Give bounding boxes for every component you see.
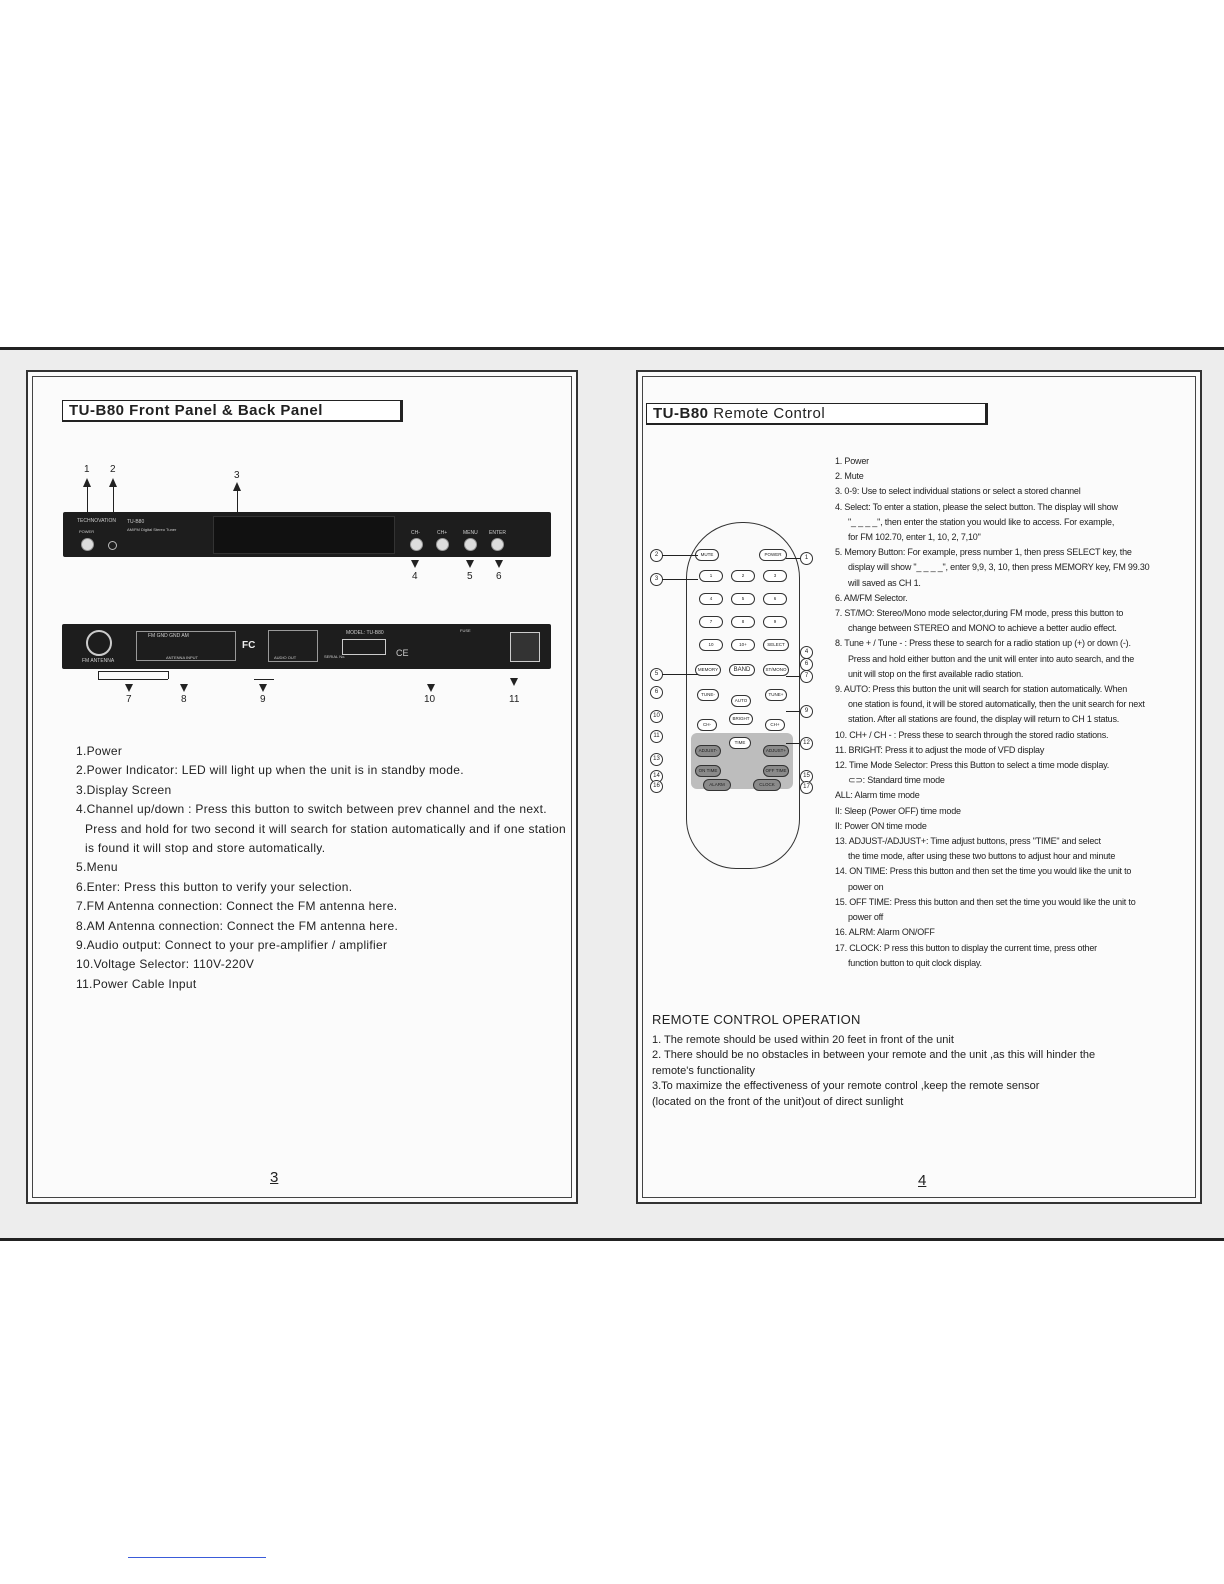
list-item: station. After all stations are found, the display will return to CH 1 status.: [848, 714, 1120, 725]
arrow-down-icon: [259, 684, 267, 692]
remote-memory-button: MEMORY: [695, 664, 721, 676]
callout-4: 4: [800, 646, 813, 659]
list-item: 9.Audio output: Connect to your pre-amplifier / amplifier: [76, 938, 388, 953]
fuse-label: FUSE: [460, 628, 471, 633]
callout-11: 11: [650, 730, 663, 743]
remote-adjust-minus-button: ADJUST-: [695, 745, 721, 757]
list-item: 10. CH+ / CH - : Press these to search through the stored radio stations.: [835, 729, 1109, 740]
remote-tune-plus-button: TUNE+: [765, 689, 787, 701]
list-item: one station is found, it will be stored automatically, then the unit search for next: [848, 699, 1145, 710]
power-inlet-icon: [510, 632, 540, 662]
callout-13: 13: [650, 753, 663, 766]
ce-mark: CE: [396, 648, 409, 658]
callout-1: 1: [84, 464, 90, 475]
ch-up-knob-icon: [436, 538, 449, 551]
remote-1-button: 1: [699, 570, 723, 582]
list-item: 6. AM/FM Selector.: [835, 592, 908, 603]
page-number: 4: [918, 1172, 927, 1189]
callout-4: 4: [412, 571, 418, 582]
page-number: 3: [270, 1169, 279, 1186]
list-item: the time mode, after using these two buttons to adjust hour and minute: [848, 851, 1116, 862]
callout-2: 2: [110, 464, 116, 475]
remote-adjust-plus-button: ADJUST+: [763, 745, 789, 757]
list-item: 2. Mute: [835, 471, 864, 482]
list-item: 14. ON TIME: Press this button and then set the time you would like the unit to: [835, 866, 1132, 877]
remote-4-button: 4: [699, 593, 723, 605]
callout-3: 3: [650, 573, 663, 586]
list-item: 7.FM Antenna connection: Connect the FM antenna here.: [76, 899, 398, 914]
fc-mark: FC: [242, 640, 256, 651]
remote-clock-button: CLOCK: [753, 779, 781, 791]
am-antenna-label: ANTENNA INPUT: [166, 655, 199, 660]
serial-label: SERIAL No.: [324, 654, 346, 659]
callout-10: 10: [424, 694, 436, 705]
list-item: 5. Memory Button: For example, press number 1, then press SELECT key, the: [835, 547, 1132, 558]
remote-ch-plus-button: CH+: [765, 719, 785, 731]
callout-6: 6: [650, 686, 663, 699]
remote-6-button: 6: [763, 593, 787, 605]
list-item: 12. Time Mode Selector: Press this Button to select a time mode display.: [835, 760, 1110, 771]
callout-6: 6: [496, 571, 502, 582]
ch-down-knob-icon: [410, 538, 423, 551]
remote-select-button: SELECT: [763, 639, 789, 651]
front-panel-image: [63, 512, 551, 557]
manual-page-4: [636, 370, 1202, 1204]
callout-7: 7: [126, 694, 132, 705]
list-item: function button to quit clock display.: [848, 957, 982, 968]
warning-label-icon: [342, 639, 386, 655]
callout-14: 14: [650, 770, 663, 783]
list-item: 15. OFF TIME: Press this button and then set the time you would like the unit to: [835, 896, 1136, 907]
remote-time-button: TIME: [729, 737, 751, 749]
callout-6: 6: [800, 658, 813, 671]
power-label: POWER: [79, 529, 95, 534]
fm-antenna-label: FM ANTENNA: [82, 658, 115, 664]
callout-5: 5: [467, 571, 473, 582]
list-item: 2.Power Indicator: LED will light up when the unit is in standby mode.: [76, 763, 464, 778]
list-item: 11.Power Cable Input: [76, 976, 197, 991]
list-item: (located on the front of the unit)out of direct sunlight: [652, 1095, 904, 1108]
title-model: TU-B80: [653, 405, 709, 422]
remote-alarm-button: ALARM: [703, 779, 731, 791]
list-item: 10.Voltage Selector: 110V-220V: [76, 957, 255, 972]
callout-11: 11: [509, 694, 520, 705]
list-item: II: Power ON time mode: [835, 820, 927, 831]
list-item: "_ _ _ _", then enter the station you would like to access. For example,: [848, 516, 1115, 527]
front-model: TU-B80: [127, 519, 145, 525]
list-item: will saved as CH 1.: [848, 577, 921, 588]
callout-8: 8: [181, 694, 187, 705]
front-model-desc: AM/FM Digital Stereo Tuner: [127, 527, 177, 532]
remote-power-button: POWER: [759, 549, 787, 561]
manual-page-3: [26, 370, 578, 1204]
list-item: 8. Tune + / Tune - : Press these to search for a radio station up (+) or down (-).: [835, 638, 1131, 649]
btn-label-ch-plus: CH+: [437, 530, 448, 536]
list-item: Press and hold for two second it will search for station automatically and if one station: [85, 821, 566, 836]
btn-label-ch-minus: CH-: [411, 530, 420, 536]
list-item: 1. The remote should be used within 20 feet in front of the unit: [652, 1033, 954, 1046]
callout-1: 1: [800, 552, 813, 565]
list-item: Press and hold either button and the unit will enter into auto search, and the: [848, 653, 1135, 664]
list-item: 3.To maximize the effectiveness of your remote control ,keep the remote sensor: [652, 1080, 1040, 1092]
remote-stmo-button: ST/MONO: [763, 664, 789, 676]
menu-knob-icon: [464, 538, 477, 551]
callout-10: 10: [650, 710, 663, 723]
callout-9: 9: [800, 705, 813, 718]
remote-10-button: 10: [699, 639, 723, 651]
remote-7-button: 7: [699, 616, 723, 628]
list-item: 9. AUTO: Press this button the unit will search for station automatically. When: [835, 684, 1128, 695]
callout-3: 3: [234, 470, 240, 481]
list-item: power off: [848, 912, 884, 923]
arrow-down-icon: [427, 684, 435, 692]
remote-5-button: 5: [731, 593, 755, 605]
arrow-down-icon: [411, 560, 419, 568]
arrow-down-icon: [510, 678, 518, 686]
list-item: 2. There should be no obstacles in between your remote and the unit ,as this will hinder the: [652, 1049, 1096, 1061]
list-item: unit will stop on the first available radio station.: [848, 668, 1024, 679]
list-item: 8.AM Antenna connection: Connect the FM antenna here.: [76, 918, 399, 933]
remote-control-illustration: [686, 522, 800, 869]
terminal-label: FM GND GND AM: [148, 633, 189, 639]
remote-9-button: 9: [763, 616, 787, 628]
list-item: ALL: Alarm time mode: [835, 790, 920, 801]
remote-band-button: BAND: [729, 664, 755, 676]
list-item: 13. ADJUST-/ADJUST+: Time adjust buttons, press "TIME" and select: [835, 836, 1101, 847]
remote-operation-section: [652, 1012, 1095, 1110]
section-heading: REMOTE CONTROL OPERATION: [652, 1012, 861, 1027]
list-item: 3. 0-9: Use to select individual stations or select a stored channel: [835, 486, 1081, 497]
list-item: change between STEREO and MONO to achieve a better audio effect.: [848, 623, 1117, 634]
remote-description-list: [835, 454, 1149, 971]
list-item: 5.Menu: [76, 860, 118, 875]
list-item: display will show "_ _ _ _", enter 9,9, 3, 10, then press MEMORY key, FM 99.30: [848, 562, 1150, 573]
footer-rule: [128, 1557, 266, 1558]
remote-10plus-button: 10+: [731, 639, 755, 651]
callout-15: 15: [800, 770, 813, 783]
callout-2: 2: [650, 549, 663, 562]
arrow-down-icon: [180, 684, 188, 692]
remote-3-button: 3: [763, 570, 787, 582]
callout-5: 5: [650, 668, 663, 681]
list-item: 11. BRIGHT: Press it to adjust the mode of VFD display: [835, 744, 1045, 755]
list-item: ⊂⊃: Standard time mode: [848, 775, 945, 786]
list-item: 17. CLOCK: P ress this button to display the current time, press other: [835, 942, 1097, 953]
list-item: 1. Power: [835, 456, 869, 466]
list-item: power on: [848, 881, 884, 892]
remote-8-button: 8: [731, 616, 755, 628]
power-button-icon: [81, 538, 94, 551]
callout-9: 9: [260, 694, 266, 705]
list-item: II: Sleep (Power OFF) time mode: [835, 805, 961, 816]
remote-auto-button: AUTO: [731, 695, 751, 707]
enter-knob-icon: [491, 538, 504, 551]
list-item: 1.Power: [76, 744, 123, 758]
remote-tune-minus-button: TUNE-: [697, 689, 719, 701]
callout-16: 16: [650, 780, 663, 793]
btn-label-enter: ENTER: [489, 530, 506, 536]
page-title: [646, 403, 988, 425]
remote-bright-button: BRIGHT: [729, 713, 753, 725]
list-item: 3.Display Screen: [76, 782, 172, 797]
list-item: 4.Channel up/down : Press this button to switch between prev channel and the next.: [76, 802, 547, 817]
title-text: Remote Control: [713, 405, 826, 422]
remote-2-button: 2: [731, 570, 755, 582]
page-title: TU-B80 Front Panel & Back Panel: [62, 400, 403, 422]
remote-ch-minus-button: CH-: [697, 719, 717, 731]
callout-7: 7: [800, 670, 813, 683]
btn-label-menu: MENU: [463, 530, 478, 536]
back-panel-image: [62, 624, 551, 669]
arrow-down-icon: [466, 560, 474, 568]
arrow-down-icon: [495, 560, 503, 568]
remote-off-time-button: OFF TIME: [763, 765, 789, 777]
vfd-display: [213, 516, 395, 554]
arrow-down-icon: [125, 684, 133, 692]
fm-antenna-jack-icon: [86, 630, 112, 656]
led-indicator-icon: [108, 541, 117, 550]
list-item: remote's functionality: [652, 1064, 755, 1077]
list-item: is found it will stop and store automatically.: [85, 841, 326, 856]
list-item: 16. ALRM: Alarm ON/OFF: [835, 927, 935, 938]
callout-17: 17: [800, 781, 813, 794]
remote-on-time-button: ON TIME: [695, 765, 721, 777]
panel-description-list: [76, 742, 566, 994]
list-item: 6.Enter: Press this button to verify your selection.: [76, 879, 353, 894]
list-item: 7. ST/MO: Stereo/Mono mode selector,during FM mode, press this button to: [835, 608, 1124, 619]
brand-logo: TECHNOVATION: [77, 518, 116, 524]
list-item: for FM 102.70, enter 1, 10, 2, 7,10": [848, 532, 981, 543]
callout-12: 12: [800, 737, 813, 750]
model-label: MODEL: TU-B80: [346, 630, 384, 636]
remote-mute-button: MUTE: [695, 549, 719, 561]
audio-out-label: AUDIO OUT: [274, 655, 297, 660]
list-item: 4. Select: To enter a station, please the select button. The display will show: [835, 501, 1118, 512]
